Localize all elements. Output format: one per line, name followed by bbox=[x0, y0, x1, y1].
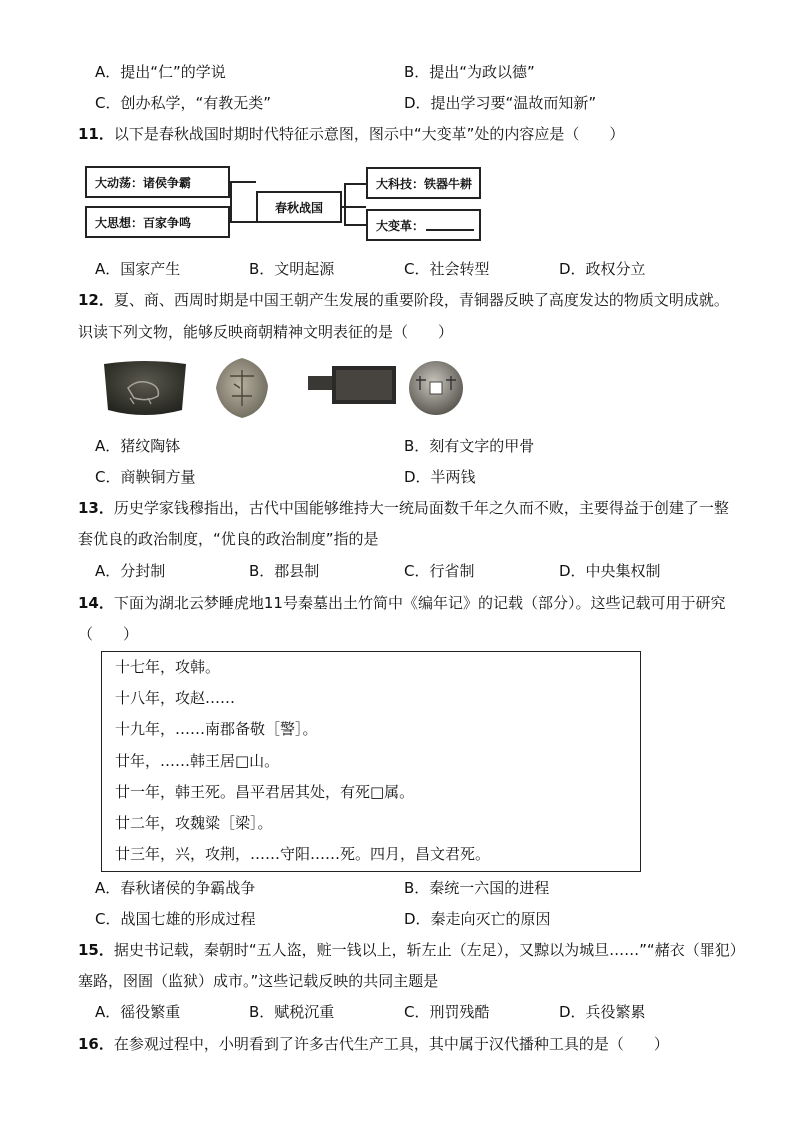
q16-stem bbox=[78, 1034, 669, 1054]
q10-option-d: D．提出学习要“温故而知新” bbox=[404, 94, 597, 112]
q13-option-b: B．郡县制 bbox=[249, 562, 320, 580]
q11-option-a: A．国家产生 bbox=[95, 260, 181, 278]
q14-option-a: A．春秋诸侯的争霸战争 bbox=[95, 879, 256, 897]
quote-line: 廿三年，兴，攻荆，……守阳……死。四月，昌文君死。 bbox=[115, 845, 491, 863]
q15-stem-text1: 据史书记载，秦朝时“五人盗，赃一钱以上，斩左止（左足），又黥以为城旦……”“赭衣（罪犯） bbox=[113, 941, 745, 959]
q14-option-c: C．战国七雄的形成过程 bbox=[95, 910, 256, 928]
q12-stem-line1 bbox=[78, 290, 729, 310]
connector bbox=[230, 221, 256, 223]
q13-stem-line1 bbox=[78, 498, 729, 518]
diagram-center-text: 春秋战国 bbox=[274, 200, 323, 215]
q16-number: 16． bbox=[78, 1035, 114, 1053]
quote-line: 廿年，……韩王居□山。 bbox=[115, 752, 280, 770]
connector bbox=[344, 183, 346, 225]
q11-option-b: B．文明起源 bbox=[249, 260, 335, 278]
q15-option-c: C．刑罚残酷 bbox=[404, 1003, 490, 1021]
q13-stem-line2: 套优良的政治制度，“优良的政治制度”指的是 bbox=[78, 530, 379, 548]
connector bbox=[230, 181, 256, 183]
q13-stem-text1: 历史学家钱穆指出，古代中国能够维持大一统局面数千年之久而不败，主要得益于创建了一整 bbox=[113, 499, 729, 517]
connector bbox=[344, 183, 366, 185]
quote-line: 十九年，……南郡备敬［警］。 bbox=[115, 720, 318, 738]
q11-number: 11． bbox=[78, 125, 114, 143]
q13-option-c: C．行省制 bbox=[404, 562, 475, 580]
q12-number: 12． bbox=[78, 291, 114, 309]
quote-line: 十七年，攻韩。 bbox=[115, 658, 221, 676]
q10-option-b: B．提出“为政以德” bbox=[404, 63, 535, 81]
q15-option-b: B．赋税沉重 bbox=[249, 1003, 335, 1021]
q14-stem-text1: 下面为湖北云梦睡虎地11号秦墓出土竹简中《编年记》的记载（部分）。这些记载可用于研究 bbox=[113, 594, 726, 612]
diagram-left-bottom-text: 大思想：百家争鸣 bbox=[95, 215, 192, 230]
banliang-coin-image bbox=[406, 360, 466, 416]
diagram-left-top bbox=[85, 166, 230, 198]
connector bbox=[230, 181, 232, 223]
q14-option-b: B．秦统一六国的进程 bbox=[404, 879, 550, 897]
q12-stem-line2: 识读下列文物，能够反映商朝精神文明表征的是（ ） bbox=[78, 323, 454, 341]
q11-option-c: C．社会转型 bbox=[404, 260, 490, 278]
q14-stem-line2: （ ） bbox=[78, 625, 139, 643]
q11-option-d: D．政权分立 bbox=[559, 260, 646, 278]
quote-line: 十八年，攻赵…… bbox=[115, 689, 236, 707]
pottery-bowl-image bbox=[100, 358, 190, 420]
diagram-left-top-text: 大动荡：诸侯争霸 bbox=[95, 175, 192, 190]
q15-stem-line1 bbox=[78, 940, 745, 960]
answer-blank bbox=[426, 219, 474, 231]
q14-option-d: D．秦走向灭亡的原因 bbox=[404, 910, 551, 928]
q12-option-c: C．商鞅铜方量 bbox=[95, 468, 196, 486]
q13-option-d: D．中央集权制 bbox=[559, 562, 661, 580]
q12-option-d: D．半两钱 bbox=[404, 468, 476, 486]
q12-option-a: A．猪纹陶钵 bbox=[95, 437, 181, 455]
q15-stem-line2: 塞路，囹圄（监狱）成市。”这些记载反映的共同主题是 bbox=[78, 972, 439, 990]
q14-number: 14． bbox=[78, 594, 114, 612]
q10-option-c: C．创办私学，“有教无类” bbox=[95, 94, 272, 112]
quote-line: 廿二年，攻魏粱［梁］。 bbox=[115, 814, 273, 832]
q14-stem-line1 bbox=[78, 593, 725, 613]
quote-line: 廿一年，韩王死。昌平君居其处，有死□属。 bbox=[115, 783, 415, 801]
q15-option-a: A．徭役繁重 bbox=[95, 1003, 181, 1021]
diagram-right-bottom-text: 大变革： bbox=[376, 218, 425, 233]
connector bbox=[344, 224, 366, 226]
oracle-bone-image bbox=[212, 356, 272, 420]
q16-stem-text: 在参观过程中，小明看到了许多古代生产工具，其中属于汉代播种工具的是（ ） bbox=[113, 1035, 669, 1053]
q13-number: 13． bbox=[78, 499, 114, 517]
q11-stem bbox=[78, 124, 624, 144]
q11-stem-text: 以下是春秋战国时期时代特征示意图，图示中“大变革”处的内容应是（ ） bbox=[113, 125, 625, 143]
diagram-left-bottom bbox=[85, 206, 230, 238]
q10-option-a: A．提出“仁”的学说 bbox=[95, 63, 226, 81]
diagram-right-top bbox=[366, 167, 481, 199]
q12-option-b: B．刻有文字的甲骨 bbox=[404, 437, 535, 455]
q15-option-d: D．兵役繁累 bbox=[559, 1003, 646, 1021]
diagram-center bbox=[256, 191, 342, 223]
q12-stem-text1: 夏、商、西周时期是中国王朝产生发展的重要阶段，青铜器反映了高度发达的物质文明成就。 bbox=[113, 291, 729, 309]
bronze-measure-image bbox=[306, 362, 400, 412]
diagram-right-top-text: 大科技：铁器牛耕 bbox=[376, 176, 473, 191]
diagram-right-bottom bbox=[366, 209, 481, 241]
q13-option-a: A．分封制 bbox=[95, 562, 166, 580]
q15-number: 15． bbox=[78, 941, 114, 959]
